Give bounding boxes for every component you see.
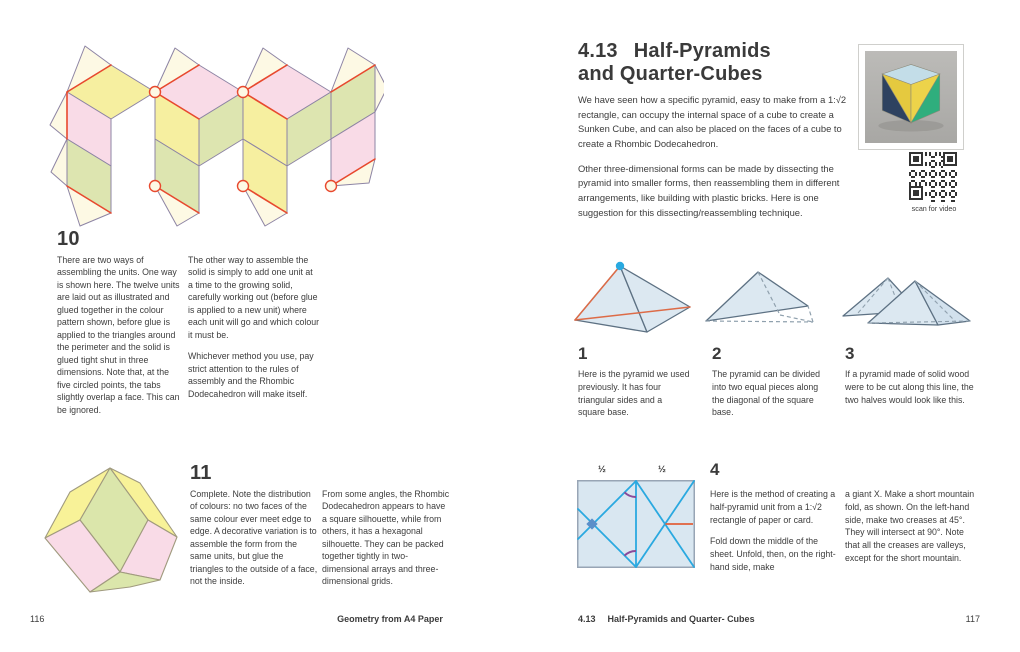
half-pyramids-diagram-3	[838, 254, 980, 340]
section-10-col2-paragraph-2: Whichever method you use, pay strict attention to the rules of assembly and the Rhombic Dodecahedron will make itself.	[188, 351, 314, 399]
pyramid-diagram-1	[573, 256, 697, 342]
step-4-col1-paragraph-2: Fold down the middle of the sheet. Unfold, then, on the right-hand side, make	[710, 536, 836, 572]
apex-dot	[616, 262, 624, 270]
section-10-column-2	[188, 254, 320, 409]
crease-pattern-diagram-4	[577, 480, 695, 568]
qr-caption: scan for video	[911, 204, 957, 213]
step-1-caption: Here is the pyramid we used previously. It has four triangular sides and a square base.	[578, 369, 690, 418]
pyramid-diagram-2	[701, 258, 839, 342]
chapter-heading	[578, 40, 771, 86]
step-3-caption: If a pyramid made of solid wood were to be cut along this line, the two halves would look like this.	[845, 369, 974, 405]
section-11-column-1: Complete. Note the distribution of colours: no two faces of the same colour ever meet edge to edge. A decorative variation is to assemble the form from the same units, but glue the triangles to the outside of a face, not the inside.	[190, 489, 318, 587]
section-11-heading: 11	[190, 462, 212, 484]
step-4-column-2: a giant X. Make a short mountain fold, as shown. On the left-hand side, make two creases at 45°. They will intersect at 90°. Note that all the creases are valleys, except for the short mountain.	[845, 489, 975, 563]
section-10-heading: 10	[57, 228, 80, 250]
left-page-number: 116	[30, 614, 45, 624]
intro-paragraph-1: We have seen how a specific pyramid, easy to make from a 1:√2 rectangle, can occupy the internal space of a cube to create a Sunken Cube, and can also be placed on the faces of a cube to create a Rhombic Dodecahedron.	[578, 94, 847, 150]
rhombic-dodecahedron-net-diagram	[48, 30, 384, 230]
chapter-title-line1: Half-Pyramids	[633, 40, 771, 62]
rhombic-dodecahedron-solid-diagram	[32, 438, 192, 608]
intro-text	[578, 93, 852, 230]
section-10-col2-paragraph-1: The other way to assemble the solid is simply to add one unit at a time to the growing solid, carefully working out (before glue is applied to a new unit) where each unit will go and which colour it must be.	[188, 255, 320, 340]
section-10-column-1: There are two ways of assembling the units. One way is shown here. The twelve units are laid out as illustrated and glued together in the colour pattern shown, before glue is applied to the triangles around the perimeter and the solid is glued tight shut in three dimensions. Note that, at the five circled points, the tabs slightly overlap a face. This can be ignored.	[57, 255, 180, 415]
book-title-footer: Geometry from A4 Paper	[337, 614, 443, 624]
cube-photo-frame	[858, 44, 964, 150]
step-4-column-1	[710, 488, 838, 574]
chapter-number: 4.13	[578, 40, 618, 62]
qr-code	[909, 152, 959, 202]
section-11-column-2: From some angles, the Rhombic Dodecahedron appears to have a square silhouette, while from others, it has a hexagonal silhouette. They can be packed together tightly in two-dimensional arrays and three-dimensional grids.	[322, 489, 450, 587]
step-1-number: 1	[578, 344, 588, 363]
chapter-title-line2: and Quarter-Cubes	[578, 63, 763, 85]
cube-photo	[865, 51, 957, 143]
footer-section-title: Half-Pyramids and Quarter- Cubes	[607, 614, 755, 624]
step-4-col1-paragraph-1: Here is the method of creating a half-pyramid unit from a 1:√2 rectangle of paper or card.	[710, 489, 836, 525]
intro-paragraph-2: Other three-dimensional forms can be made by dissecting the pyramid into smaller forms, then reassembling them in different arrangements, like building with plastic bricks. Here is one suggestion for this dissecting/reassembling technique.	[578, 162, 840, 218]
half-label-left: ½	[598, 464, 606, 475]
step-2-caption: The pyramid can be divided into two equal pieces along the diagonal of the square base.	[712, 369, 821, 418]
step-4-number: 4	[710, 460, 720, 479]
step-3-number: 3	[845, 344, 855, 363]
footer-section-number: 4.13	[578, 614, 596, 624]
right-footer-section	[578, 614, 755, 624]
step-2-number: 2	[712, 344, 722, 363]
right-page-number: 117	[965, 614, 980, 624]
half-label-right: ½	[658, 464, 666, 475]
